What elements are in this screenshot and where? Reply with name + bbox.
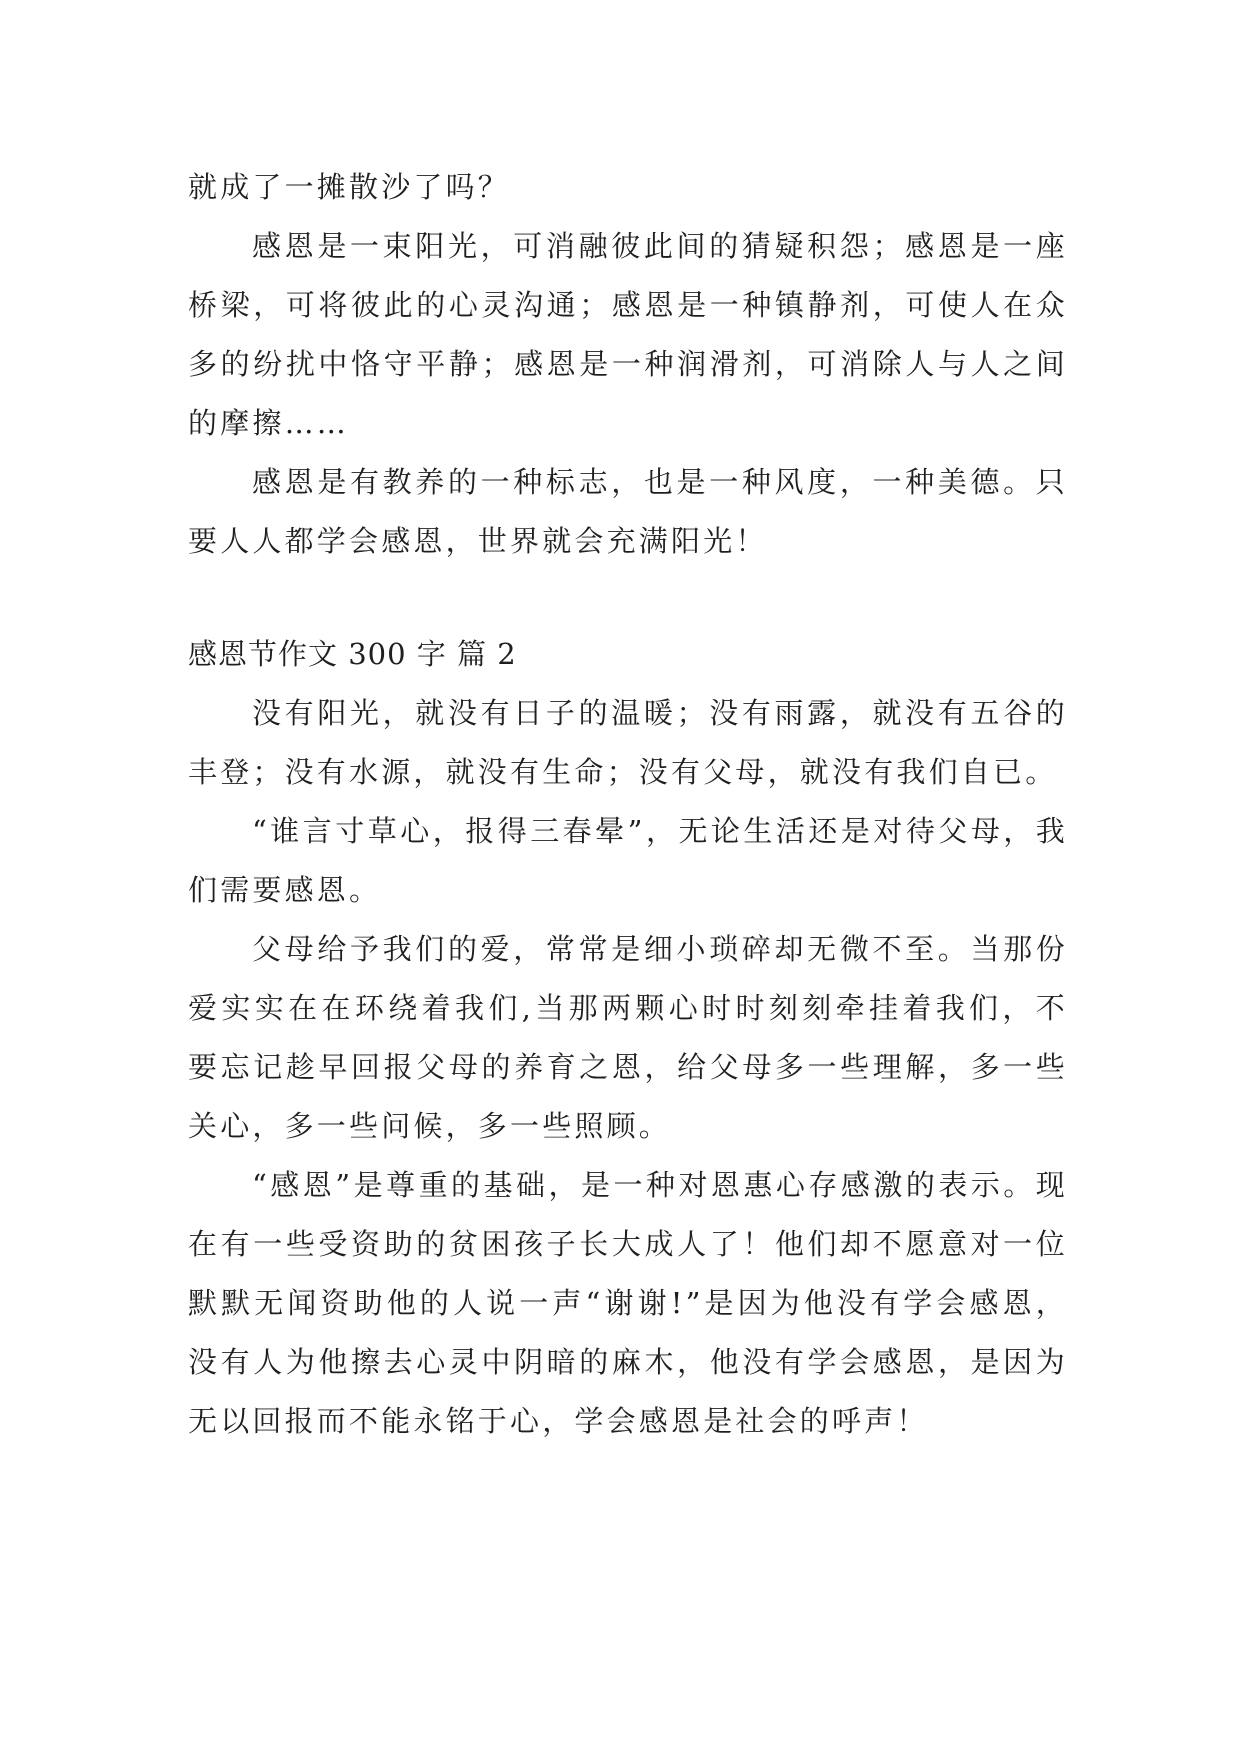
- paragraph-respect-foundation: “感恩”是尊重的基础，是一种对恩惠心存感激的表示。现在有一些受资助的贫困孩子长大成人了！他们却不愿意对一位默默无闻资助他的人说一声“谢谢!”是因为他没有学会感恩，没有人为他擦去心灵中阴暗的麻木，他没有学会感恩，是因为无以回报而不能永铭于心，学会感恩是社会的呼声！: [188, 1168, 1068, 1438]
- document-body: [188, 158, 1068, 1451]
- section-gap: [188, 571, 1068, 625]
- section-heading: 感恩节作文 300 字 篇 2: [188, 637, 517, 671]
- paragraph-continuation: 就成了一摊散沙了吗？: [188, 170, 511, 204]
- paragraph-gratitude-metaphors: 感恩是一束阳光，可消融彼此间的猜疑积怨；感恩是一座桥梁，可将彼此的心灵沟通；感恩是一种镇静剂，可使人在众多的纷扰中恪守平静；感恩是一种润滑剂，可消除人与人之间的摩擦……: [188, 229, 1068, 440]
- paragraph-no-sunshine: 没有阳光，就没有日子的温暖；没有雨露，就没有五谷的丰登；没有水源，就没有生命；没有父母，就没有我们自已。: [188, 696, 1068, 789]
- paragraph-gratitude-virtue: 感恩是有教养的一种标志，也是一种风度，一种美德。只要人人都学会感恩，世界就会充满阳光！: [188, 465, 1068, 558]
- paragraph-poem-quote: “谁言寸草心，报得三春晕”，无论生活还是对待父母，我们需要感恩。: [188, 814, 1068, 907]
- paragraph-parents-love: 父母给予我们的爱，常常是细小琐碎却无微不至。当那份爱实实在在环绕着我们,当那两颗心时时刻刻牵挂着我们，不要忘记趁早回报父母的养育之恩，给父母多一些理解，多一些关心，多一些问候，多一些照顾。: [188, 932, 1068, 1143]
